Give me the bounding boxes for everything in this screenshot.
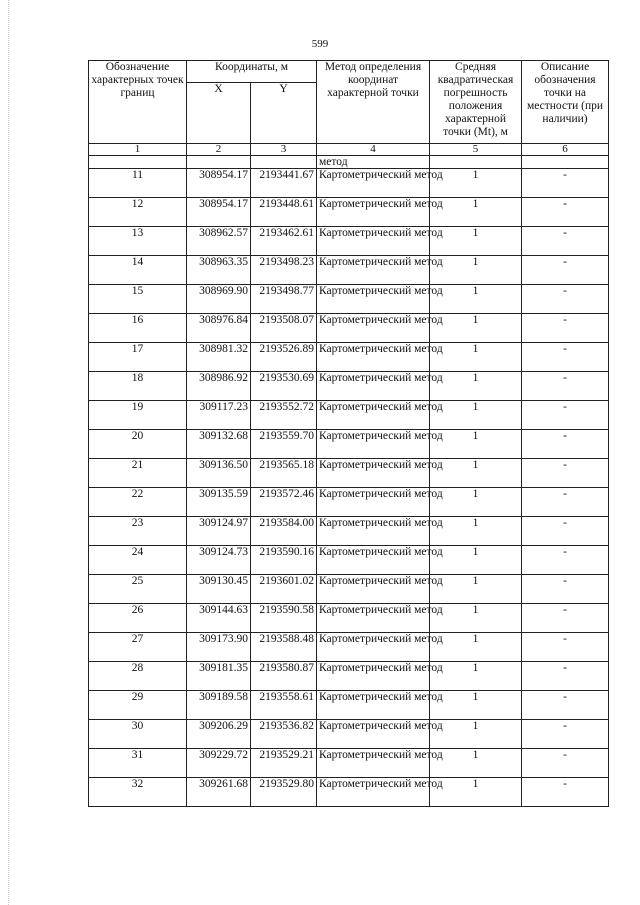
mt-value: 1 [430,459,522,488]
description-cell: - [522,488,609,517]
table-row [89,546,609,575]
x-coordinate: 308976.84 [187,314,251,343]
table-row [89,662,609,691]
mt-value: 1 [430,633,522,662]
description-cell: - [522,198,609,227]
y-coordinate: 2193498.77 [251,285,317,314]
table-row [89,401,609,430]
y-coordinate: 2193559.70 [251,430,317,459]
column-numbers-row [89,144,609,156]
x-coordinate: 308954.17 [187,169,251,198]
table-row [89,314,609,343]
x-coordinate: 309173.90 [187,633,251,662]
description-cell: - [522,285,609,314]
y-coordinate: 2193565.18 [251,459,317,488]
description-cell: - [522,633,609,662]
description-cell: - [522,401,609,430]
description-cell: - [522,256,609,285]
table-row [89,430,609,459]
x-coordinate: 309144.63 [187,604,251,633]
description-cell: - [522,720,609,749]
table-row [89,256,609,285]
y-coordinate: 2193441.67 [251,169,317,198]
point-number: 26 [89,604,187,633]
mt-value: 1 [430,285,522,314]
table-row [89,604,609,633]
x-coordinate: 309130.45 [187,575,251,604]
table-row [89,517,609,546]
point-number: 15 [89,285,187,314]
mt-value: 1 [430,662,522,691]
point-number: 32 [89,778,187,807]
point-number: 11 [89,169,187,198]
description-cell: - [522,575,609,604]
mt-value: 1 [430,488,522,517]
table-row [89,227,609,256]
y-coordinate: 2193601.02 [251,575,317,604]
y-coordinate: 2193530.69 [251,372,317,401]
method-cell: Картометрический метод [317,604,430,633]
description-cell: - [522,227,609,256]
y-coordinate: 2193558.61 [251,691,317,720]
continuation-text: метод [317,156,430,169]
method-cell: Картометрический метод [317,430,430,459]
column-number: 1 [89,144,187,156]
mt-value: 1 [430,517,522,546]
x-coordinate: 308969.90 [187,285,251,314]
y-coordinate: 2193584.00 [251,517,317,546]
method-cell: Картометрический метод [317,401,430,430]
mt-value: 1 [430,343,522,372]
y-coordinate: 2193462.61 [251,227,317,256]
method-cell: Картометрический метод [317,749,430,778]
table-row [89,633,609,662]
mt-value: 1 [430,546,522,575]
mt-value: 1 [430,198,522,227]
table-row [89,488,609,517]
method-cell: Картометрический метод [317,546,430,575]
x-coordinate: 309124.97 [187,517,251,546]
method-cell: Картометрический метод [317,691,430,720]
point-number: 31 [89,749,187,778]
mt-value: 1 [430,430,522,459]
point-number: 28 [89,662,187,691]
y-coordinate: 2193536.82 [251,720,317,749]
point-number: 21 [89,459,187,488]
y-coordinate: 2193498.23 [251,256,317,285]
x-coordinate: 309136.50 [187,459,251,488]
point-number: 27 [89,633,187,662]
method-cell: Картометрический метод [317,720,430,749]
y-coordinate: 2193529.21 [251,749,317,778]
table-row [89,749,609,778]
point-number: 20 [89,430,187,459]
y-coordinate: 2193590.16 [251,546,317,575]
table-row [89,169,609,198]
x-coordinate: 309229.72 [187,749,251,778]
method-cell: Картометрический метод [317,488,430,517]
point-number: 13 [89,227,187,256]
method-cell: Картометрический метод [317,575,430,604]
point-number: 25 [89,575,187,604]
mt-value: 1 [430,227,522,256]
x-coordinate: 308962.57 [187,227,251,256]
mt-value: 1 [430,256,522,285]
mt-value: 1 [430,778,522,807]
header-coordinates: Координаты, м [187,61,317,83]
table-row [89,343,609,372]
y-coordinate: 2193590.58 [251,604,317,633]
y-coordinate: 2193580.87 [251,662,317,691]
description-cell: - [522,343,609,372]
page-number: 599 [311,38,329,50]
description-cell: - [522,778,609,807]
description-cell: - [522,430,609,459]
mt-value: 1 [430,604,522,633]
table-row [89,459,609,488]
method-cell: Картометрический метод [317,372,430,401]
method-cell: Картометрический метод [317,662,430,691]
column-number: 6 [522,144,609,156]
point-number: 17 [89,343,187,372]
description-cell: - [522,169,609,198]
method-cell: Картометрический метод [317,633,430,662]
table-row [89,285,609,314]
x-coordinate: 308954.17 [187,198,251,227]
description-cell: - [522,546,609,575]
table-row [89,575,609,604]
point-number: 18 [89,372,187,401]
description-cell: - [522,372,609,401]
table-row [89,778,609,807]
method-cell: Картометрический метод [317,314,430,343]
point-number: 22 [89,488,187,517]
continuation-row [89,156,609,169]
description-cell: - [522,749,609,778]
point-number: 16 [89,314,187,343]
header-y: Y [251,83,317,144]
header-description: Описание обозначения точки на местности (при наличии) [522,61,609,144]
y-coordinate: 2193448.61 [251,198,317,227]
description-cell: - [522,459,609,488]
column-number: 2 [187,144,251,156]
method-cell: Картометрический метод [317,169,430,198]
header-designation: Обозначение характерных точек границ [89,61,187,144]
description-cell: - [522,662,609,691]
boundary-points-table [88,60,609,807]
mt-value: 1 [430,575,522,604]
x-coordinate: 309132.68 [187,430,251,459]
point-number: 23 [89,517,187,546]
x-coordinate: 309181.35 [187,662,251,691]
method-cell: Картометрический метод [317,343,430,372]
point-number: 19 [89,401,187,430]
method-cell: Картометрический метод [317,198,430,227]
mt-value: 1 [430,401,522,430]
scan-edge-marks [8,0,10,905]
column-number: 4 [317,144,430,156]
y-coordinate: 2193529.80 [251,778,317,807]
mt-value: 1 [430,691,522,720]
method-cell: Картометрический метод [317,517,430,546]
x-coordinate: 309189.58 [187,691,251,720]
method-cell: Картометрический метод [317,256,430,285]
method-cell: Картометрический метод [317,227,430,256]
y-coordinate: 2193552.72 [251,401,317,430]
table-row [89,198,609,227]
method-cell: Картометрический метод [317,459,430,488]
header-error: Средняя квадратическая погрешность положения характерной точки (Mt), м [430,61,522,144]
description-cell: - [522,604,609,633]
mt-value: 1 [430,720,522,749]
point-number: 24 [89,546,187,575]
table-row [89,720,609,749]
x-coordinate: 308963.35 [187,256,251,285]
y-coordinate: 2193508.07 [251,314,317,343]
point-number: 12 [89,198,187,227]
table-row [89,691,609,720]
table-row [89,372,609,401]
method-cell: Картометрический метод [317,778,430,807]
mt-value: 1 [430,372,522,401]
mt-value: 1 [430,749,522,778]
x-coordinate: 309117.23 [187,401,251,430]
point-number: 14 [89,256,187,285]
header-x: X [187,83,251,144]
x-coordinate: 308981.32 [187,343,251,372]
x-coordinate: 309261.68 [187,778,251,807]
description-cell: - [522,517,609,546]
mt-value: 1 [430,314,522,343]
column-number: 3 [251,144,317,156]
y-coordinate: 2193572.46 [251,488,317,517]
point-number: 29 [89,691,187,720]
column-number: 5 [430,144,522,156]
x-coordinate: 309135.59 [187,488,251,517]
x-coordinate: 309206.29 [187,720,251,749]
x-coordinate: 309124.73 [187,546,251,575]
method-cell: Картометрический метод [317,285,430,314]
header-method: Метод определения координат характерной точки [317,61,430,144]
x-coordinate: 308986.92 [187,372,251,401]
y-coordinate: 2193588.48 [251,633,317,662]
mt-value: 1 [430,169,522,198]
y-coordinate: 2193526.89 [251,343,317,372]
description-cell: - [522,314,609,343]
description-cell: - [522,691,609,720]
point-number: 30 [89,720,187,749]
